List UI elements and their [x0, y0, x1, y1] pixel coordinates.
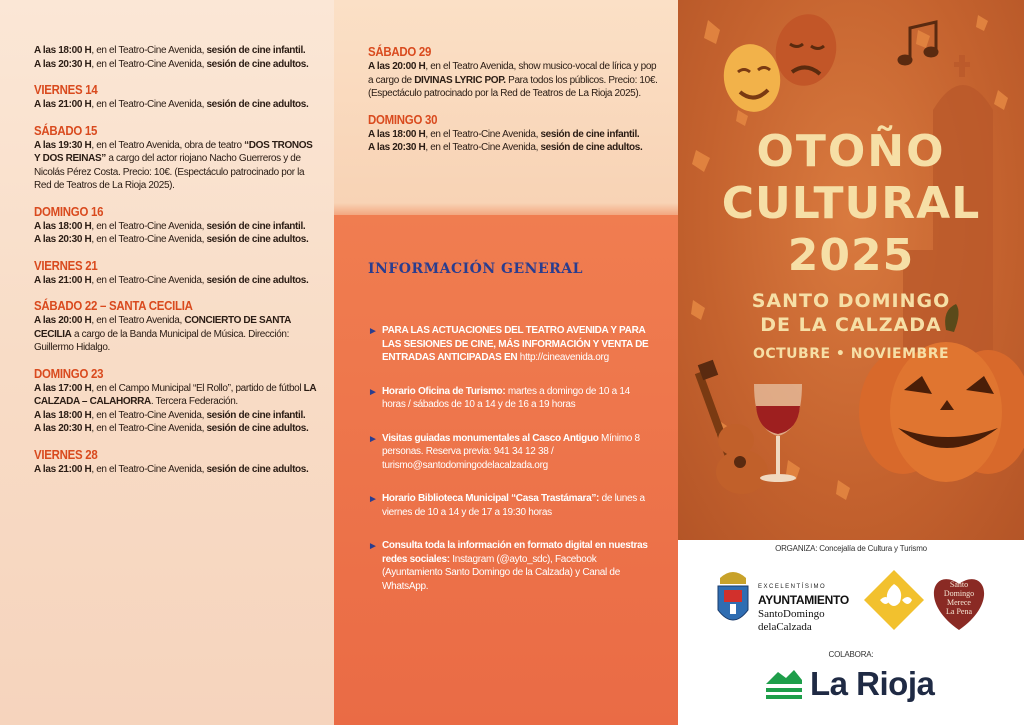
event-block [34, 123, 320, 193]
event-details: Para todos los públicos. Precio: 10€. (Espectáculo patrocinado por la Red de Teatros de La Rioja 2025). [368, 74, 658, 99]
event-time: A las 21:00 H [34, 99, 92, 110]
event-time: A las 20:30 H [34, 234, 92, 245]
event-line [34, 274, 320, 288]
heart-text-3: Merece [947, 598, 971, 607]
event-block [34, 298, 320, 355]
event-line [34, 382, 320, 409]
heart-text [928, 580, 990, 616]
event-time: A las 18:00 H [34, 45, 92, 56]
info-items [368, 324, 652, 593]
heart-text-2: Domingo [943, 589, 975, 598]
event-time: A las 19:30 H [34, 139, 92, 151]
event-venue: , en el Teatro-Cine Avenida, [425, 128, 541, 140]
event-time: A las 20:00 H [368, 61, 426, 72]
event-venue: , en el Teatro Avenida, [91, 315, 185, 326]
event-line [34, 98, 320, 112]
info-item-text: http://cineavenida.org [517, 352, 609, 363]
event-highlight: CONCIERTO DE SANTA CECILIA [34, 315, 291, 340]
event-highlight: sesión de cine adultos. [206, 99, 309, 110]
cover-illustration [678, 0, 1024, 540]
info-item-heading: Consulta toda la información en formato digital en nuestras redes sociales: [382, 540, 648, 565]
event-block [34, 82, 320, 112]
heart-logo [928, 572, 990, 632]
event-highlight: sesión de cine adultos. [206, 274, 309, 286]
ayto-name-1: SantoDomingo [758, 608, 825, 620]
coat-of-arms-icon [714, 568, 752, 632]
rooster-diamond-icon [862, 568, 926, 632]
event-time: A las 20:30 H [34, 58, 92, 70]
event-venue: , en el Teatro-Cine Avenida, [91, 409, 207, 421]
event-line [34, 463, 320, 477]
event-highlight: LA CALZADA – CALAHORRA [34, 382, 316, 407]
organiza-label: ORGANIZA: Concejalía de Cultura y Turismo [775, 544, 927, 553]
info-item-text: martes a domingo de 10 a 14 horas / sábados de 10 a 14 y de 16 a 19 horas [382, 385, 630, 410]
event-venue: , en el Teatro-Cine Avenida, [91, 99, 207, 110]
event-line [34, 58, 320, 72]
ayto-small-text: EXCELENTÍSIMO [758, 584, 827, 590]
event-venue: , en el Campo Municipal “El Rollo”, partido de fútbol [91, 382, 304, 394]
arrow-bullet-icon: ► [368, 433, 378, 445]
info-item-text: Mínimo 8 personas. Reserva previa: 941 34 12 38 / turismo@santodomingodelacalzada.org [382, 432, 640, 471]
event-highlight: DIVINAS LYRIC POP. [414, 74, 506, 86]
event-highlight: sesión de cine adultos. [206, 463, 309, 475]
event-venue: , en el Teatro-Cine Avenida, [91, 220, 207, 232]
event-line [368, 128, 658, 142]
event-venue: , en el Teatro-Cine Avenida, [91, 45, 207, 56]
cover-town-line-2: DE LA CALZADA [760, 314, 942, 336]
la-rioja-text: La Rioja [810, 665, 935, 702]
info-item [368, 385, 652, 412]
event-day-heading: VIERNES 14 [34, 82, 98, 97]
event-highlight: sesión de cine adultos. [540, 142, 643, 153]
event-highlight: “DOS TRONOS Y DOS REINAS” [34, 139, 313, 164]
cover-months: OCTUBRE • NOVIEMBRE [752, 346, 950, 362]
arrow-bullet-icon: ► [368, 494, 378, 505]
event-venue: , en el Teatro Avenida, obra de teatro [91, 139, 245, 151]
heart-text-4: La Pena [946, 607, 972, 616]
event-time: A las 20:30 H [368, 142, 426, 153]
event-line [368, 141, 658, 155]
event-venue: , en el Teatro-Cine Avenida, [91, 274, 207, 286]
event-day-heading: VIERNES 28 [34, 446, 98, 462]
event-time: A las 21:00 H [34, 274, 92, 286]
event-day-heading: SÁBADO 22 – SANTA CECILIA [34, 298, 193, 313]
event-highlight: sesión de cine adultos. [206, 423, 309, 434]
info-item [368, 492, 652, 519]
info-item-heading: Horario Oficina de Turismo: [382, 385, 506, 397]
event-venue: , en el Teatro-Cine Avenida, [91, 463, 207, 475]
event-day-heading: DOMINGO 16 [34, 203, 104, 219]
event-day-heading: DOMINGO 30 [368, 111, 438, 127]
event-line [34, 422, 320, 436]
la-rioja-emblem-icon [764, 668, 804, 702]
ayto-name-2: delaCalzada [758, 621, 812, 633]
cover-title-line-2: CULTURAL [721, 178, 981, 229]
event-block [368, 44, 658, 101]
event-highlight: sesión de cine infantil. [206, 45, 306, 56]
event-venue: , en el Teatro-Cine Avenida, [425, 142, 541, 153]
event-highlight: sesión de cine infantil. [540, 128, 640, 140]
event-line [34, 409, 320, 423]
event-highlight: sesión de cine infantil. [206, 220, 306, 232]
event-block [368, 112, 658, 155]
info-item [368, 432, 652, 473]
cover-town-line-1: SANTO DOMINGO [751, 290, 951, 312]
event-day-heading: DOMINGO 23 [34, 365, 104, 381]
ayto-big-text: AYUNTAMIENTO [758, 593, 849, 607]
event-time: A las 18:00 H [34, 409, 92, 421]
event-highlight: sesión de cine adultos. [206, 234, 309, 245]
event-block [34, 366, 320, 436]
event-time: A las 18:00 H [368, 128, 426, 140]
event-venue: , en el Teatro Avenida, show musico-vocal de lírica y pop a cargo de [368, 61, 657, 86]
theater-masks-icon [719, 9, 843, 117]
info-item-heading: Horario Biblioteca Municipal “Casa Trastámara”: [382, 493, 600, 504]
event-time: A las 17:00 H [34, 382, 92, 394]
schedule-column-2 [334, 0, 678, 725]
camino-logo [862, 568, 926, 632]
info-item-text: de lunes a viernes de 10 a 14 y de 17 a 19:30 horas [382, 493, 645, 518]
event-time: A las 20:30 H [34, 423, 92, 434]
event-details: a cargo del actor riojano Nacho Guerreros y de Nicolás Pérez Costa. Precio: 10€. (Espectáculo patrocinado por la Red de Teatros de La Rioja 2025). [34, 153, 305, 191]
schedule-column-1 [0, 0, 334, 725]
arrow-bullet-icon: ► [368, 326, 378, 337]
cover-panel [678, 0, 1024, 725]
guitar-icon [695, 360, 768, 494]
event-block [34, 258, 320, 288]
info-title: INFORMACIÓN GENERAL [368, 261, 583, 277]
info-item [368, 324, 652, 365]
info-item-heading: Visitas guiadas monumentales al Casco Antiguo [382, 432, 599, 444]
info-item-heading: PARA LAS ACTUACIONES DEL TEATRO AVENIDA Y PARA LAS SESIONES DE CINE, MÁS INFORMACIÓN Y VENTA DE ENTRADAS ANTICIPADAS EN [382, 325, 649, 363]
event-time: A las 18:00 H [34, 220, 92, 232]
la-rioja-logo [764, 664, 954, 708]
info-item [368, 539, 652, 593]
event-block [34, 204, 320, 247]
ayuntamiento-logo [714, 568, 849, 638]
event-line [34, 44, 320, 58]
event-line [34, 139, 320, 193]
schedule-column-2-events [334, 0, 678, 215]
event-details: a cargo de la Banda Municipal de Música. Dirección: Guillermo Hidalgo. [34, 328, 290, 353]
arrow-bullet-icon: ► [368, 386, 378, 398]
info-section [334, 215, 678, 725]
event-day-heading: VIERNES 21 [34, 257, 98, 273]
event-highlight: sesión de cine infantil. [206, 409, 306, 421]
event-block [34, 44, 320, 71]
cover-title-line-1: OTOÑO [756, 126, 946, 177]
event-details: . Tercera Federación. [150, 396, 238, 407]
event-line [368, 60, 658, 101]
event-time: A las 20:00 H [34, 315, 92, 326]
event-block [34, 447, 320, 477]
event-line [34, 314, 320, 355]
colabora-label: COLABORA: [828, 650, 874, 659]
event-line [34, 233, 320, 247]
arrow-bullet-icon: ► [368, 541, 378, 552]
event-highlight: sesión de cine adultos. [206, 58, 309, 70]
event-venue: , en el Teatro-Cine Avenida, [91, 58, 207, 70]
info-item-text: Instagram (@ayto_sdc), Facebook (Ayuntamiento Santo Domingo de la Calzada) y Canal de WhatsApp. [382, 553, 620, 592]
event-day-heading: SÁBADO 15 [34, 122, 98, 138]
cover-title-year: 2025 [787, 230, 915, 281]
heart-text-1: Santo [949, 580, 969, 589]
event-day-heading: SÁBADO 29 [368, 44, 432, 59]
event-time: A las 21:00 H [34, 463, 92, 475]
event-line [34, 220, 320, 234]
event-venue: , en el Teatro-Cine Avenida, [91, 423, 207, 434]
event-venue: , en el Teatro-Cine Avenida, [91, 234, 207, 245]
